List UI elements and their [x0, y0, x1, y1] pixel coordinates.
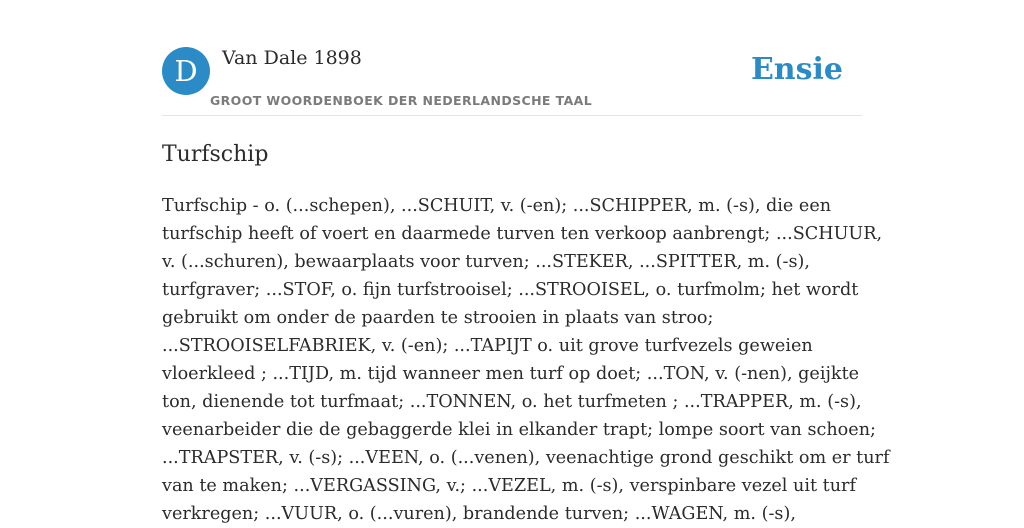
ensie-brand-link[interactable]: Ensie	[750, 52, 843, 87]
dictionary-name[interactable]: Van Dale 1898	[222, 47, 362, 69]
definition-line: verkregen; ...VUUR, o. (...vuren), brandende turven; ...WAGEN, m. (-s),	[162, 504, 796, 524]
dictionary-subtitle: GROOT WOORDENBOEK DER NEDERLANDSCHE TAAL	[210, 93, 593, 108]
definition-line: van te maken; ...VERGASSING, v.; ...VEZEL, m. (-s), verspinbare vezel uit turf	[162, 476, 856, 496]
definition-line: ton, dienende tot turfmaat; ...TONNEN, o. het turfmeten ; ...TRAPPER, m. (-s),	[162, 392, 862, 412]
definition-line: veenarbeider die de gebaggerde klei in elkander trapt; lompe soort van schoen;	[162, 420, 876, 440]
definition-line: turfgraver; ...STOF, o. fijn turfstrooisel; ...STROOISEL, o. turfmolm; het wordt	[162, 280, 859, 300]
definition-line: vloerkleed ; ...TIJD, m. tijd wanneer men turf op doet; ...TON, v. (-nen), geijkte	[162, 364, 860, 384]
definition-line: Turfschip - o. (...schepen), ...SCHUIT, v. (-en); ...SCHIPPER, m. (-s), die een	[162, 196, 832, 216]
definition-line: v. (...schuren), bewaarplaats voor turven; ...STEKER, ...SPITTER, m. (-s),	[162, 252, 810, 272]
site-header	[162, 46, 862, 116]
header-divider	[162, 115, 862, 116]
definition-line: ...TRAPSTER, v. (-s); ...VEEN, o. (...venen), veenachtige grond geschikt om er turf	[162, 448, 890, 468]
definition-line: turfschip heeft of voert en daarmede turven ten verkoop aanbrengt; ...SCHUUR,	[162, 224, 883, 244]
dictionary-logo[interactable]: D	[162, 47, 210, 95]
definition-line: gebruikt om onder de paarden te strooien in plaats van stroo;	[162, 308, 714, 328]
entry-title: Turfschip	[162, 142, 269, 167]
entry-definition	[162, 192, 890, 528]
definition-line: ...STROOISELFABRIEK, v. (-en); ...TAPIJT o. uit grove turfvezels geweien	[162, 336, 813, 356]
